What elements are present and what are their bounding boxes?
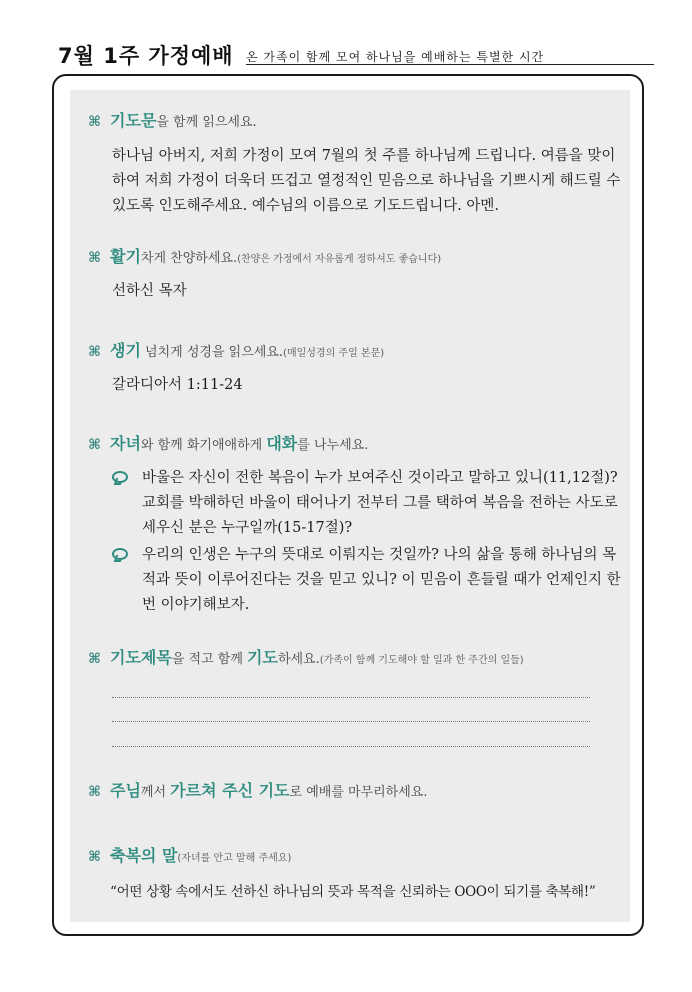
clover-icon: ⌘ <box>88 114 101 130</box>
prayer-topic-blank-line-1[interactable] <box>112 697 590 698</box>
question-2: 우리의 인생은 누구의 뜻대로 이뤄지는 것일까? 나의 삶을 통해 하나님의 목 적과 뜻이 이루어진다는 것을 믿고 있니? 이 믿음이 흔들릴 때가 언제인지 한 번 이야기해보자. <box>112 543 622 618</box>
header-underline <box>246 64 654 65</box>
clover-icon: ⌘ <box>88 849 101 865</box>
blessing-quote: “어떤 상황 속에서도 선하신 하나님의 뜻과 목적을 신뢰하는 OOO이 되기를 축복해!” <box>110 884 596 900</box>
section-praise-heading: ⌘ 활기차게 찬양하세요.(찬양은 가정에서 자유롭게 정하셔도 좋습니다) <box>88 247 442 266</box>
page-title: 7월 1주 가정예배 <box>58 44 234 68</box>
prayer-topic-blank-line-2[interactable] <box>112 721 590 722</box>
praise-song: 선하신 목자 <box>112 283 187 299</box>
section-lords-prayer-heading: ⌘ 주님께서 가르쳐 주신 기도로 예배를 마무리하세요. <box>88 781 428 800</box>
page-subtitle: 온 가족이 함께 모여 하나님을 예배하는 특별한 시간 <box>246 50 545 64</box>
section-blessing-heading: ⌘ 축복의 말(자녀를 안고 말해 주세요) <box>88 846 292 865</box>
clover-icon: ⌘ <box>88 651 101 667</box>
prayer-line-3: 있도록 인도해주세요. 예수님의 이름으로 기도드립니다. 아멘. <box>112 198 500 214</box>
clover-icon: ⌘ <box>88 250 101 266</box>
section-prayer-topic-heading: ⌘ 기도제목을 적고 함께 기도하세요.(가족이 함께 기도해야 할 일과 한 주간의 일들) <box>88 648 524 667</box>
clover-icon: ⌘ <box>88 437 101 453</box>
question-1: 바울은 자신이 전한 복음이 누가 보여주신 것이라고 말하고 있니(11,12절)? 교회를 박해하던 바울이 태어나기 전부터 그를 택하여 복음을 전하는 사도로 세우신 분은 누구일까(15-17절)? <box>112 466 622 541</box>
bible-passage: 갈라디아서 1:11-24 <box>112 377 243 393</box>
clover-icon: ⌘ <box>88 344 101 360</box>
clover-icon: ⌘ <box>88 784 101 800</box>
speech-bubble-icon <box>112 471 128 483</box>
speech-bubble-icon <box>112 548 128 560</box>
section-prayer-heading: ⌘ 기도문을 함께 읽으세요. <box>88 111 257 130</box>
section-talk-heading: ⌘ 자녀와 함께 화기애애하게 대화를 나누세요. <box>88 434 369 453</box>
worksheet-header <box>58 40 598 70</box>
heading-key: 기도문 <box>110 111 157 130</box>
prayer-topic-blank-line-3[interactable] <box>112 746 590 747</box>
section-reading-heading: ⌘ 생기 넘치게 성경을 읽으세요.(매일성경의 주일 본문) <box>88 341 385 360</box>
prayer-line-1: 하나님 아버지, 저희 가정이 모여 7월의 첫 주를 하나님께 드립니다. 여름을 맞이 <box>112 148 616 164</box>
prayer-line-2: 하여 저희 가정이 더욱더 뜨겁고 열정적인 믿음으로 하나님을 기쁘시게 해드릴 수 <box>112 173 621 189</box>
